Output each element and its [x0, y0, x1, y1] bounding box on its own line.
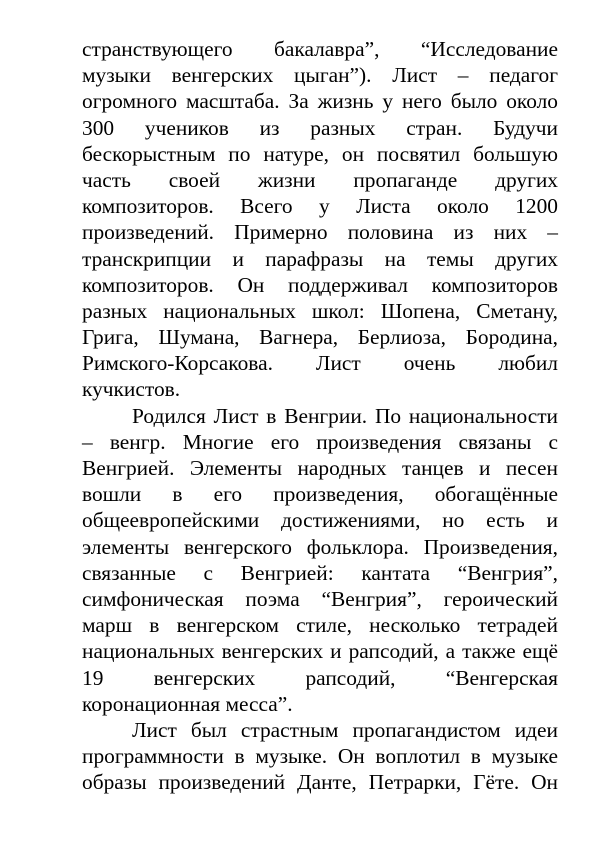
- text-line: национальных венгерских и рапсодий, а также ещё: [82, 639, 558, 664]
- text-line: 19 венгерских рапсодий, “Венгерская: [82, 665, 558, 690]
- text-line: – венгр. Многие его произведения связаны с: [82, 429, 558, 454]
- text-line: марш в венгерском стиле, несколько тетрадей: [82, 613, 558, 638]
- text-line: огромного масштаба. За жизнь у него было около: [82, 89, 558, 114]
- text-line: Римского-Корсакова. Лист очень любил: [82, 351, 558, 376]
- text-line: элементы венгерского фольклора. Произведения,: [82, 534, 558, 559]
- text-line: бескорыстным по натуре, он посвятил большую: [82, 141, 558, 166]
- text-line: вошли в его произведения, обогащённые: [82, 482, 558, 507]
- text-line: музыки венгерских цыган”). Лист – педагог: [82, 63, 558, 88]
- text-line: разных национальных школ: Шопена, Сметану,: [82, 298, 558, 323]
- text-line: симфоническая поэма “Венгрия”, героический: [82, 586, 558, 611]
- text-line: связанные с Венгрией: кантата “Венгрия”,: [82, 560, 558, 585]
- text-line: странствующего бакалавра”, “Исследование: [82, 37, 558, 61]
- text-line: общеевропейскими достижениями, но есть и: [82, 508, 558, 533]
- text-line: программности в музыке. Он воплотил в музыке: [82, 744, 558, 769]
- text-line: Лист был страстным пропагандистом идеи: [132, 717, 558, 742]
- text-line: транскрипции и парафразы на темы других: [82, 246, 558, 271]
- text-line: часть своей жизни пропаганде других: [82, 167, 558, 192]
- text-line: Родился Лист в Венгрии. По национальности: [132, 403, 558, 428]
- text-line: произведений. Примерно половина из них –: [82, 220, 558, 245]
- text-line: Грига, Шумана, Вагнера, Берлиоза, Бородина,: [82, 325, 558, 350]
- text-line: композиторов. Всего у Листа около 1200: [82, 194, 558, 219]
- text-line: композиторов. Он поддерживал композиторов: [82, 272, 558, 297]
- text-line: образы произведений Данте, Петрарки, Гёте. Он: [82, 770, 558, 795]
- text-line: Венгрией. Элементы народных танцев и песен: [82, 456, 558, 480]
- text-line: кучкистов.: [82, 377, 181, 402]
- body-text: [82, 36, 558, 795]
- text-line: 300 учеников из разных стран. Будучи: [82, 115, 558, 140]
- text-line: коронационная месса”.: [82, 691, 293, 716]
